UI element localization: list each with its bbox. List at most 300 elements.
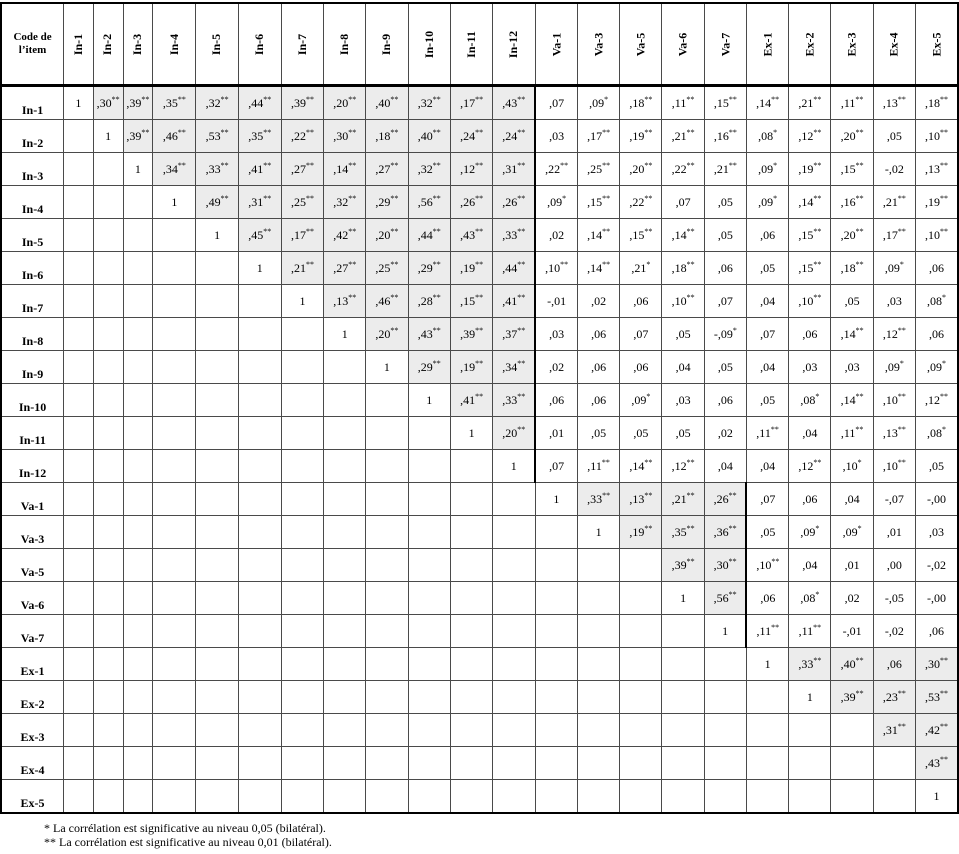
table-cell: ,06 [916, 318, 958, 351]
significance-stars: ** [728, 127, 737, 137]
significance-stars: ** [770, 424, 779, 434]
table-cell: ,11** [831, 417, 873, 450]
table-cell: ,20** [366, 318, 408, 351]
significance-stars: ** [940, 226, 948, 236]
table-cell: ,32** [196, 86, 238, 120]
table-cell: ,28** [408, 285, 450, 318]
table-cell: ,09* [873, 351, 915, 384]
table-cell: ,12** [450, 153, 492, 186]
row-label: Ex-1 [1, 648, 64, 681]
table-cell [366, 747, 408, 780]
table-notes [44, 821, 332, 849]
table-cell [64, 285, 94, 318]
table-cell: ,12** [873, 318, 915, 351]
table-cell: ,14** [831, 384, 873, 417]
column-header-label: Ex-4 [886, 32, 901, 56]
table-row [1, 384, 958, 417]
table-cell [123, 186, 153, 219]
table-cell: ,15** [450, 285, 492, 318]
table-cell [64, 681, 94, 714]
table-cell: ,46** [366, 285, 408, 318]
table-cell: ,24** [493, 120, 535, 153]
table-cell: ,10** [873, 450, 915, 483]
column-header [324, 3, 366, 86]
significance-stars: ** [390, 226, 399, 236]
column-header [662, 3, 704, 86]
table-cell [873, 747, 915, 780]
table-cell: ,04 [746, 351, 788, 384]
table-cell: 1 [704, 615, 746, 648]
row-label: Ex-4 [1, 747, 64, 780]
table-cell: ,19** [789, 153, 831, 186]
table-cell [238, 351, 281, 384]
significance-stars: ** [644, 193, 653, 203]
table-cell: ,19** [450, 252, 492, 285]
significance-stars: ** [686, 556, 695, 566]
table-cell: ,27** [281, 153, 323, 186]
significance-stars: ** [771, 556, 780, 566]
table-cell: ,05 [916, 450, 958, 483]
table-cell: ,26** [493, 186, 535, 219]
table-cell [93, 450, 123, 483]
table-cell [366, 516, 408, 549]
significance-stars: ** [728, 589, 737, 599]
table-cell [93, 351, 123, 384]
column-header-label: Va-5 [633, 32, 648, 56]
table-cell [238, 450, 281, 483]
table-cell [93, 516, 123, 549]
table-cell: ,14** [662, 219, 704, 252]
significance-stars: ** [813, 457, 822, 467]
table-cell [324, 450, 366, 483]
column-header [238, 3, 281, 86]
table-cell: ,06 [620, 351, 662, 384]
table-cell: ,05 [662, 318, 704, 351]
significance-stars: ** [263, 94, 272, 104]
table-cell: ,03 [535, 318, 577, 351]
significance-stars: ** [771, 94, 780, 104]
table-cell: ,05 [704, 186, 746, 219]
significance-stars: ** [644, 127, 653, 137]
table-cell [450, 681, 492, 714]
table-cell: ,13** [916, 153, 958, 186]
table-cell [450, 615, 492, 648]
table-cell: ,16** [704, 120, 746, 153]
table-cell: ,20** [620, 153, 662, 186]
table-cell: ,22** [535, 153, 577, 186]
table-cell: ,25** [281, 186, 323, 219]
table-cell: ,00 [873, 549, 915, 582]
table-cell: ,05 [704, 219, 746, 252]
significance-stars: ** [517, 160, 526, 170]
significance-stars: * [773, 193, 778, 203]
significance-stars: ** [305, 127, 314, 137]
significance-stars: ** [475, 259, 484, 269]
table-cell [238, 483, 281, 516]
table-cell: ,49** [196, 186, 238, 219]
significance-stars: * [942, 358, 946, 368]
significance-stars: ** [475, 358, 484, 368]
table-cell: ,08* [916, 417, 958, 450]
significance-stars: ** [855, 259, 864, 269]
table-cell: 1 [662, 582, 704, 615]
table-cell: 1 [324, 318, 366, 351]
table-cell [153, 747, 196, 780]
row-label: In-9 [1, 351, 64, 384]
table-cell: ,02 [704, 417, 746, 450]
significance-stars: ** [475, 226, 484, 236]
row-label: In-3 [1, 153, 64, 186]
table-cell [662, 615, 704, 648]
table-cell [281, 681, 323, 714]
significance-stars: ** [855, 391, 864, 401]
table-cell: -,01 [535, 285, 577, 318]
table-cell [93, 582, 123, 615]
table-cell: ,14** [789, 186, 831, 219]
table-cell: ,10** [662, 285, 704, 318]
significance-stars: ** [644, 94, 653, 104]
table-cell [789, 747, 831, 780]
table-cell: ,19** [916, 186, 958, 219]
column-header [789, 3, 831, 86]
table-cell [93, 384, 123, 417]
table-cell [196, 252, 238, 285]
table-cell: ,26** [704, 483, 746, 516]
table-cell [450, 780, 492, 814]
table-cell: ,02 [831, 582, 873, 615]
table-cell: ,17** [577, 120, 619, 153]
table-cell: ,11** [577, 450, 619, 483]
table-cell [577, 714, 619, 747]
table-cell: ,04 [662, 351, 704, 384]
row-label: Va-5 [1, 549, 64, 582]
table-cell [366, 615, 408, 648]
table-cell: -,00 [916, 582, 958, 615]
table-cell: 1 [196, 219, 238, 252]
table-cell: ,03 [831, 351, 873, 384]
table-cell: ,06 [704, 384, 746, 417]
significance-stars: ** [728, 523, 737, 533]
table-cell [93, 747, 123, 780]
significance-stars: ** [686, 94, 695, 104]
table-cell: ,30** [916, 648, 958, 681]
table-cell: ,53** [196, 120, 238, 153]
table-cell: ,07 [662, 186, 704, 219]
table-cell: ,17** [281, 219, 323, 252]
column-header-label: Va-7 [717, 32, 732, 56]
table-cell [153, 516, 196, 549]
table-cell: ,02 [577, 285, 619, 318]
table-cell: ,44** [408, 219, 450, 252]
table-cell [64, 648, 94, 681]
table-row [1, 219, 958, 252]
significance-stars: * [942, 292, 946, 302]
table-cell: ,23** [873, 681, 915, 714]
table-cell: ,02 [535, 219, 577, 252]
table-cell: ,56** [408, 186, 450, 219]
significance-stars: ** [601, 457, 610, 467]
table-cell: ,34** [153, 153, 196, 186]
table-cell [493, 516, 535, 549]
table-cell [153, 219, 196, 252]
table-row [1, 714, 958, 747]
table-cell: ,03 [535, 120, 577, 153]
significance-stars: ** [686, 127, 695, 137]
significance-stars: ** [348, 94, 357, 104]
table-cell: ,04 [746, 450, 788, 483]
table-cell: ,39** [123, 120, 153, 153]
row-label: In-5 [1, 219, 64, 252]
row-label: In-6 [1, 252, 64, 285]
table-cell: ,08* [746, 120, 788, 153]
table-cell [196, 417, 238, 450]
significance-stars: ** [897, 94, 906, 104]
table-cell: ,05 [577, 417, 619, 450]
table-cell [64, 384, 94, 417]
table-cell: -,01 [831, 615, 873, 648]
significance-stars: ** [602, 259, 611, 269]
significance-stars: ** [897, 391, 906, 401]
table-cell [93, 285, 123, 318]
table-cell [196, 714, 238, 747]
table-cell: ,12** [789, 450, 831, 483]
significance-stars: ** [517, 358, 526, 368]
column-header [64, 3, 94, 86]
significance-stars: ** [813, 127, 822, 137]
significance-stars: ** [813, 193, 822, 203]
table-cell [64, 582, 94, 615]
table-cell [704, 648, 746, 681]
table-cell [123, 549, 153, 582]
table-cell [577, 648, 619, 681]
significance-stars: ** [263, 226, 272, 236]
table-cell [535, 516, 577, 549]
table-cell [366, 417, 408, 450]
table-cell: ,46** [153, 120, 196, 153]
table-cell [408, 417, 450, 450]
table-cell: ,20** [493, 417, 535, 450]
table-row [1, 582, 958, 615]
table-cell: ,05 [620, 417, 662, 450]
table-cell [324, 714, 366, 747]
table-cell [535, 681, 577, 714]
table-cell: ,20** [831, 120, 873, 153]
table-cell [238, 780, 281, 814]
table-cell: ,15** [577, 186, 619, 219]
table-cell [408, 681, 450, 714]
table-cell [123, 417, 153, 450]
significance-stars: ** [644, 523, 653, 533]
table-cell [196, 615, 238, 648]
significance-stars: ** [686, 490, 695, 500]
significance-stars: * [815, 391, 820, 401]
significance-stars: ** [305, 259, 314, 269]
table-row [1, 186, 958, 219]
table-cell [238, 681, 281, 714]
table-cell [577, 615, 619, 648]
column-header [535, 3, 577, 86]
table-cell: ,29** [408, 252, 450, 285]
column-header-label: Ex-1 [760, 32, 775, 56]
table-cell: 1 [64, 86, 94, 120]
significance-stars: ** [177, 127, 186, 137]
significance-stars: ** [940, 193, 948, 203]
table-cell [408, 582, 450, 615]
table-cell: ,33** [577, 483, 619, 516]
table-cell [366, 681, 408, 714]
table-cell [64, 351, 94, 384]
table-cell: ,29** [366, 186, 408, 219]
table-cell: ,11** [831, 86, 873, 120]
significance-stars: * [857, 457, 862, 467]
table-cell: ,04 [746, 285, 788, 318]
significance-stars: ** [897, 424, 906, 434]
table-cell [535, 549, 577, 582]
table-cell [196, 384, 238, 417]
significance-stars: ** [390, 127, 399, 137]
table-cell: ,42** [324, 219, 366, 252]
significance-stars: ** [263, 127, 272, 137]
significance-stars: ** [141, 94, 150, 104]
significance-stars: ** [348, 160, 357, 170]
significance-stars: ** [940, 688, 948, 698]
table-cell [153, 615, 196, 648]
table-cell [281, 549, 323, 582]
table-cell [196, 582, 238, 615]
table-cell [93, 483, 123, 516]
column-header-label: In-1 [70, 33, 85, 55]
table-cell: ,15** [789, 252, 831, 285]
table-cell: ,14** [746, 86, 788, 120]
significance-stars: * [899, 259, 904, 269]
table-cell: ,39** [281, 86, 323, 120]
significance-stars: ** [602, 490, 611, 500]
note-significance-005: * La corrélation est significative au niveau 0,05 (bilatéral). [44, 821, 326, 835]
column-header [281, 3, 323, 86]
row-label: In-1 [1, 86, 64, 120]
table-cell [662, 648, 704, 681]
table-cell [493, 681, 535, 714]
significance-stars: ** [111, 94, 120, 104]
table-cell: ,06 [746, 219, 788, 252]
table-cell: ,01 [535, 417, 577, 450]
significance-stars: ** [517, 391, 526, 401]
significance-stars: ** [940, 160, 948, 170]
table-cell [153, 483, 196, 516]
table-cell: ,05 [746, 252, 788, 285]
table-cell: ,06 [577, 318, 619, 351]
table-cell: ,03 [789, 351, 831, 384]
significance-stars: ** [141, 127, 150, 137]
table-cell [620, 714, 662, 747]
table-cell: ,08* [916, 285, 958, 318]
column-header-label: In-7 [294, 33, 309, 55]
table-cell [196, 549, 238, 582]
table-cell: ,06 [789, 318, 831, 351]
table-cell [324, 417, 366, 450]
table-cell [281, 417, 323, 450]
column-header-label: In-8 [337, 33, 352, 55]
significance-stars: ** [940, 94, 948, 104]
row-label: In-7 [1, 285, 64, 318]
table-cell: ,17** [873, 219, 915, 252]
table-cell: ,33** [493, 219, 535, 252]
significance-stars: ** [348, 259, 357, 269]
table-cell [93, 648, 123, 681]
significance-stars: ** [686, 523, 695, 533]
table-row [1, 318, 958, 351]
significance-stars: ** [686, 160, 695, 170]
table-cell: ,13** [873, 417, 915, 450]
table-cell: ,35** [153, 86, 196, 120]
table-cell: ,14** [577, 219, 619, 252]
table-cell [662, 780, 704, 814]
significance-stars: ** [813, 226, 822, 236]
table-row [1, 120, 958, 153]
row-label: Ex-2 [1, 681, 64, 714]
table-cell: ,10** [746, 549, 788, 582]
table-cell: ,27** [366, 153, 408, 186]
table-cell: ,30** [704, 549, 746, 582]
significance-stars: ** [855, 688, 864, 698]
significance-stars: ** [855, 94, 864, 104]
table-cell [450, 549, 492, 582]
table-row [1, 747, 958, 780]
table-cell: -,09* [704, 318, 746, 351]
table-cell [123, 219, 153, 252]
table-cell [153, 252, 196, 285]
table-cell [324, 648, 366, 681]
significance-stars: ** [348, 193, 357, 203]
table-cell [704, 714, 746, 747]
significance-stars: ** [560, 259, 569, 269]
significance-stars: ** [517, 325, 526, 335]
significance-stars: ** [475, 160, 484, 170]
table-cell [324, 483, 366, 516]
table-cell: ,22** [620, 186, 662, 219]
table-cell [831, 780, 873, 814]
table-cell [281, 516, 323, 549]
significance-stars: ** [517, 94, 526, 104]
table-cell: ,32** [324, 186, 366, 219]
table-cell: ,39** [662, 549, 704, 582]
table-cell: ,21* [620, 252, 662, 285]
significance-stars: ** [517, 424, 526, 434]
table-cell: ,41** [238, 153, 281, 186]
table-cell [450, 648, 492, 681]
column-header [93, 3, 123, 86]
significance-stars: ** [517, 292, 526, 302]
significance-stars: * [815, 523, 820, 533]
table-cell [493, 483, 535, 516]
table-cell: ,08* [789, 384, 831, 417]
table-cell: ,21** [704, 153, 746, 186]
significance-stars: ** [897, 721, 906, 731]
column-header [196, 3, 238, 86]
table-cell [577, 780, 619, 814]
significance-stars: ** [390, 292, 399, 302]
table-cell [324, 549, 366, 582]
significance-stars: ** [644, 490, 653, 500]
table-cell: ,41** [450, 384, 492, 417]
table-cell [324, 516, 366, 549]
table-cell: ,18** [662, 252, 704, 285]
table-cell: ,16** [831, 186, 873, 219]
column-header [704, 3, 746, 86]
significance-stars: * [604, 94, 609, 104]
table-cell: ,31** [873, 714, 915, 747]
table-cell [281, 648, 323, 681]
